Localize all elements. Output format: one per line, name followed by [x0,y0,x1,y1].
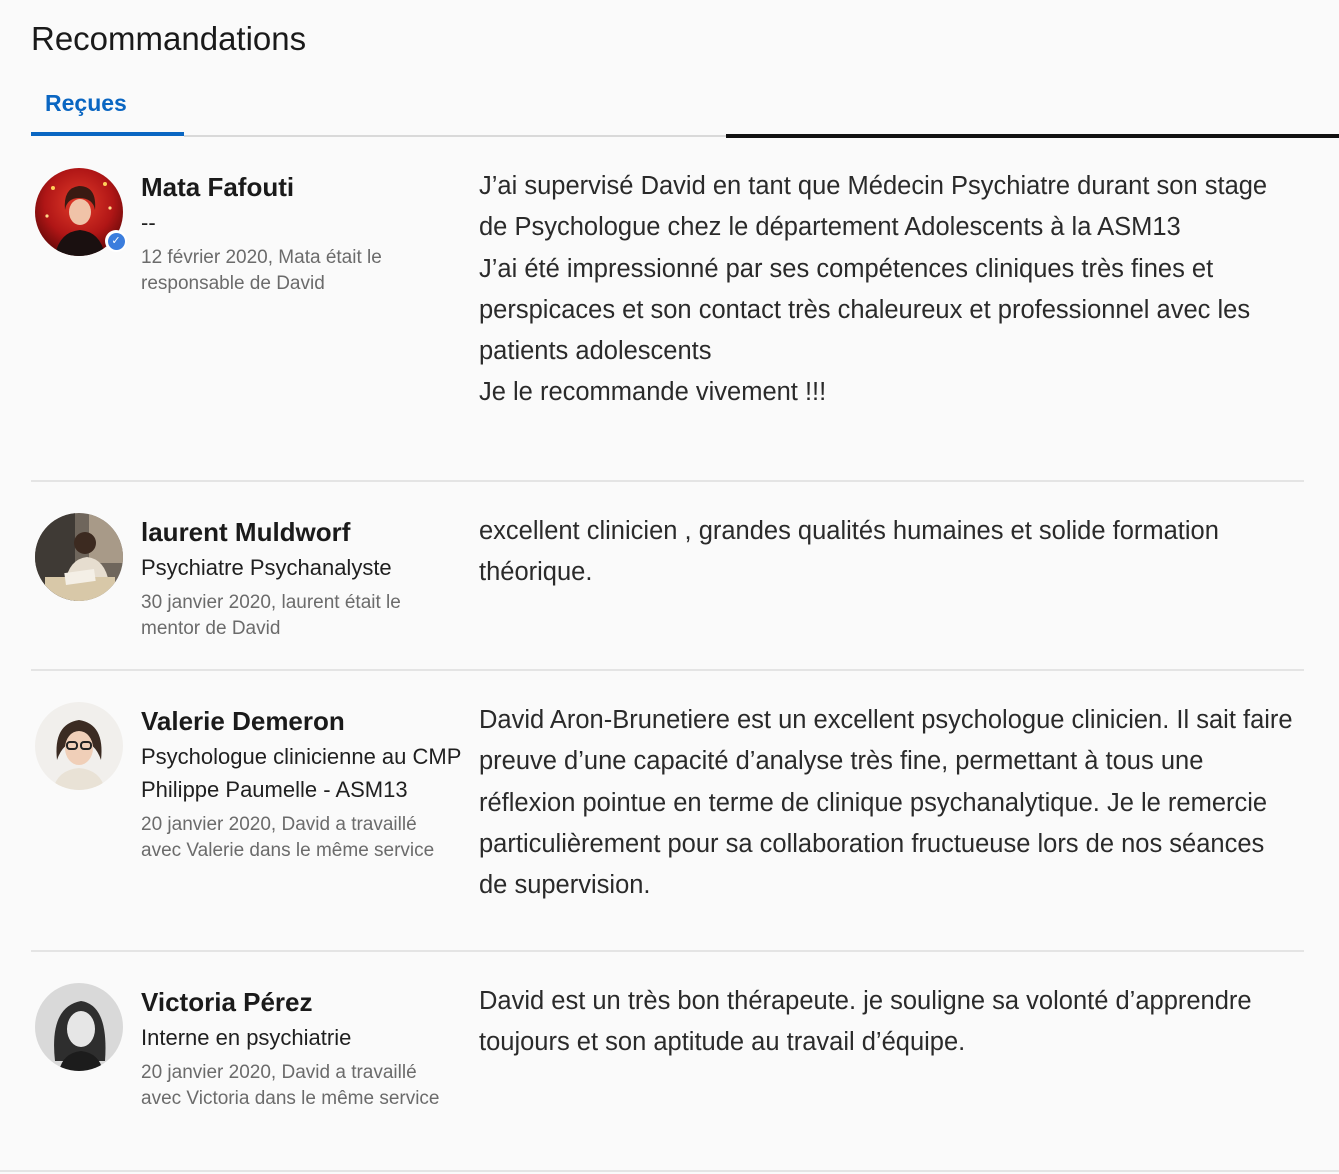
recommendation-text: David est un très bon thérapeute. je souligne sa volonté d’apprendre toujours et son aptitude au travail d’équipe. [479,987,1252,1057]
tab-received[interactable] [31,84,184,136]
recommender-headline: -- [141,210,156,235]
recommendation-meta: 20 janvier 2020, David a travaillé avec Victoria dans le même service [141,1062,440,1109]
section-title: Recommandations [31,20,307,57]
divider [31,480,1304,482]
recommender-headline: Interne en psychiatrie [141,1025,352,1050]
recommendation-meta: 30 janvier 2020, laurent était le mentor de David [141,592,401,639]
recommendation-text: J’ai supervisé David en tant que Médecin Psychiatre durant son stage de Psychologue chez le département Adolescents à la ASM13 J’ai été impressionné par ses compétences cliniques très fines et perspicaces et son contact très chaleureux et professionnel avec les patients adolescents Je le recommande vivement !!! [479,172,1268,407]
recommender-headline: Psychologue clinicienne au CMP Philippe Paumelle - ASM13 [141,744,461,802]
tab-divider [184,135,726,137]
avatar-image [35,983,123,1071]
recommender-info [141,515,461,642]
bottom-divider [0,1170,1339,1172]
tab-bar [31,84,1339,138]
avatar[interactable] [35,702,123,790]
active-tab-indicator [31,132,184,136]
divider [31,950,1304,952]
recommender-headline: Psychiatre Psychanalyste [141,555,392,580]
avatar-image [35,702,123,790]
divider [31,669,1304,671]
recommendation-meta: 20 janvier 2020, David a travaillé avec Valerie dans le même service [141,814,435,861]
tab-received-label: Reçues [45,90,127,116]
recommender-info [141,704,461,864]
avatar-image [35,513,123,601]
avatar[interactable] [35,983,123,1071]
recommender-info [141,985,461,1112]
avatar[interactable] [35,513,123,601]
recommender-name[interactable]: Valerie Demeron [141,706,345,736]
avatar[interactable] [35,168,123,256]
recommender-name[interactable]: laurent Muldworf [141,517,351,547]
recommender-name[interactable]: Victoria Pérez [141,987,313,1017]
recommender-info [141,170,461,297]
recommendation-text: excellent clinicien , grandes qualités humaines et solide formation théorique. [479,517,1219,587]
recommendation-text: David Aron-Brunetiere est un excellent psychologue clinicien. Il sait faire preuve d’une capacité d’analyse très fine, permettant à tous une réflexion pointue en terme de clinique psychanalytique. Je le remercie particulièrement pour sa collaboration fructueuse lors de nos séances de supervision. [479,706,1293,900]
verified-badge-icon: ✓ [105,230,127,252]
recommendation-meta: 12 février 2020, Mata était le responsable de David [141,247,382,294]
horizontal-scrollbar[interactable] [726,134,1339,138]
recommender-name[interactable]: Mata Fafouti [141,172,295,202]
